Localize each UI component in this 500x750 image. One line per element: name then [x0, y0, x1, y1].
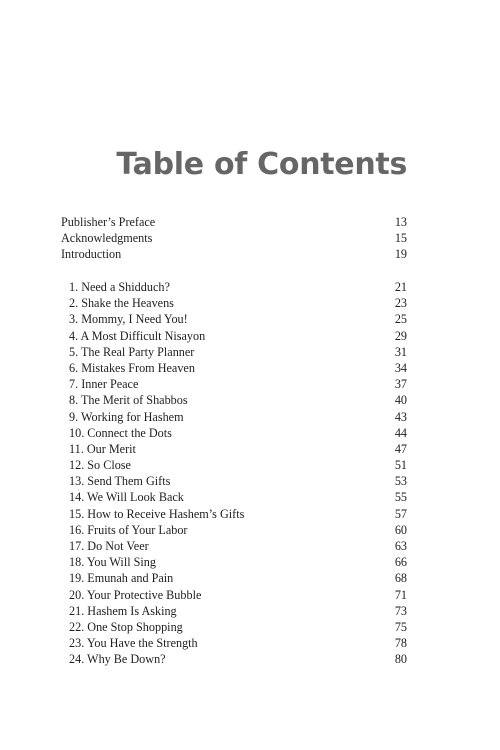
- chapter-page: 34: [394, 360, 407, 375]
- toc-chapter-entry: [69, 603, 407, 619]
- toc-chapter-entry: [69, 360, 407, 376]
- chapter-title: 23. You Have the Strength: [69, 636, 198, 651]
- toc-entry: [61, 230, 407, 246]
- chapter-page: 43: [394, 409, 407, 424]
- chapter-title: 22. One Stop Shopping: [69, 619, 183, 634]
- chapter-page: 73: [394, 603, 407, 618]
- chapter-title: 11. Our Merit: [69, 441, 136, 456]
- toc-chapter-entry: [69, 522, 407, 538]
- toc-chapter-entry: [69, 473, 407, 489]
- chapter-page: 78: [394, 636, 407, 651]
- chapter-page: 21: [394, 280, 407, 294]
- toc-entry-page: 13: [394, 215, 407, 229]
- toc-chapter-entry: [69, 392, 407, 408]
- toc-entry: [61, 214, 407, 230]
- chapter-title: 9. Working for Hashem: [69, 409, 184, 424]
- page-title: Table of Contents: [116, 147, 407, 183]
- chapter-title: 2. Shake the Heavens: [69, 296, 174, 311]
- chapter-title: 15. How to Receive Hashem’s Gifts: [69, 506, 245, 521]
- chapter-title: 7. Inner Peace: [69, 377, 139, 392]
- chapter-title: 20. Your Protective Bubble: [69, 587, 202, 602]
- chapter-page: 23: [394, 296, 407, 311]
- chapter-title: 4. A Most Difficult Nisayon: [69, 328, 206, 343]
- chapter-title: 8. The Merit of Shabbos: [69, 393, 188, 408]
- toc-chapter-entry: [69, 554, 407, 570]
- chapter-title: 21. Hashem Is Asking: [69, 603, 177, 618]
- toc-chapter-entry: [69, 457, 407, 473]
- chapter-title: 1. Need a Shidduch?: [69, 280, 170, 294]
- toc-chapter-entry: [69, 441, 407, 457]
- toc-entry-title: Introduction: [61, 247, 122, 262]
- front-matter-list: [61, 214, 407, 263]
- chapter-page: 51: [394, 458, 407, 473]
- toc-chapter-entry: [69, 570, 407, 586]
- chapter-page: 60: [394, 522, 407, 537]
- chapter-page: 37: [394, 377, 407, 392]
- chapter-page: 31: [394, 344, 407, 359]
- chapter-title: 17. Do Not Veer: [69, 539, 149, 553]
- chapter-title: 24. Why Be Down?: [69, 652, 166, 667]
- chapter-title: 12. So Close: [69, 458, 131, 473]
- toc-chapter-entry: [69, 311, 407, 327]
- toc-entry: [61, 246, 407, 262]
- chapter-title: 16. Fruits of Your Labor: [69, 522, 188, 537]
- toc-entry-title: Acknowledgments: [61, 231, 153, 246]
- chapter-page: 40: [394, 393, 407, 408]
- chapter-page: 47: [394, 441, 407, 456]
- chapter-title: 13. Send Them Gifts: [69, 474, 171, 489]
- chapter-page: 75: [394, 619, 407, 634]
- toc-chapter-entry: [69, 279, 407, 295]
- chapter-page: 68: [394, 571, 407, 586]
- chapter-title: 19. Emunah and Pain: [69, 571, 174, 586]
- toc-chapter-entry: [69, 295, 407, 311]
- toc-entry-page: 19: [394, 247, 407, 262]
- toc-chapter-entry: [69, 587, 407, 603]
- chapter-page: 53: [394, 474, 407, 489]
- toc-entry-page: 15: [394, 231, 407, 246]
- chapter-title: 3. Mommy, I Need You!: [69, 312, 188, 327]
- toc-chapter-entry: [69, 376, 407, 392]
- chapter-page: 55: [394, 490, 407, 505]
- chapter-page: 44: [394, 425, 407, 440]
- chapter-list: [69, 279, 407, 668]
- chapter-title: 10. Connect the Dots: [69, 425, 172, 440]
- chapter-title: 18. You Will Sing: [69, 555, 156, 570]
- chapter-title: 14. We Will Look Back: [69, 490, 184, 505]
- toc-chapter-entry: [69, 651, 407, 667]
- chapter-page: 29: [394, 328, 407, 343]
- toc-chapter-entry: [69, 619, 407, 635]
- chapter-title: 6. Mistakes From Heaven: [69, 360, 195, 375]
- toc-chapter-entry: [69, 425, 407, 441]
- chapter-page: 80: [394, 652, 407, 667]
- toc-chapter-entry: [69, 328, 407, 344]
- toc-entry-title: Publisher’s Preface: [61, 215, 156, 229]
- toc-chapter-entry: [69, 489, 407, 505]
- chapter-page: 57: [394, 506, 407, 521]
- chapter-page: 25: [394, 312, 407, 327]
- chapter-page: 66: [394, 555, 407, 570]
- toc-chapter-entry: [69, 344, 407, 360]
- toc-chapter-entry: [69, 409, 407, 425]
- chapter-page: 71: [394, 587, 407, 602]
- chapter-title: 5. The Real Party Planner: [69, 344, 195, 359]
- toc-chapter-entry: [69, 635, 407, 651]
- toc-chapter-entry: [69, 506, 407, 522]
- chapter-page: 63: [394, 539, 407, 553]
- toc-chapter-entry: [69, 538, 407, 554]
